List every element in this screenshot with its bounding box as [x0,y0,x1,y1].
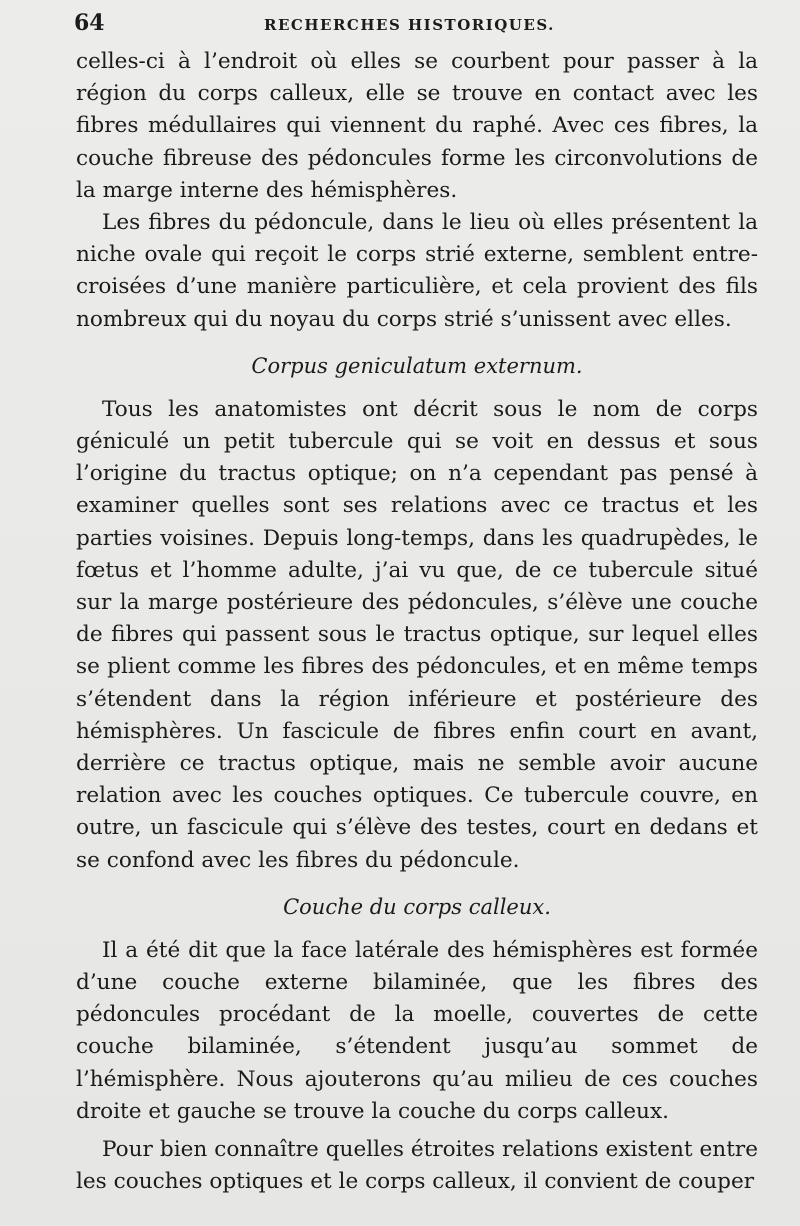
paragraph-4: Il a été dit que la face latérale des hémisphères est formée d’une couche externe bilaminée, que les fibres des pédoncules procédant de la moelle, couvertes de cette couche bilaminée, s’étendent jusqu’au sommet de l’hémisphère. Nous ajouterons qu’au milieu de ces couches droite et gauche se trouve la couche du corps calleux. [76,937,758,1124]
running-head [76,10,758,40]
paragraph-3: Tous les anatomistes ont décrit sous le nom de corps géniculé un petit tubercule qui se voit en dessus et sous l’origine du tractus optique; on n’a cependant pas pensé à examiner quelles sont ses relations avec ce tractus et les parties voisines. Depuis long-temps, dans les quadrupèdes, le fœtus et l’homme adulte, j’ai vu que, de ce tubercule situé sur la marge postérieure des pédoncules, s’élève une couche de fibres qui passent sous le tractus optique, sur lequel elles se plient comme les fibres des pédoncules, et en même temps s’étendent dans la région inférieure et postérieure des hémisphères. Un fascicule de fibres enfin court en avant, derrière ce tractus optique, mais ne semble avoir aucune relation avec les couches optiques. Ce tubercule couvre, en outre, un fascicule qui s’élève des testes, court en dedans et se confond avec les fibres du pédoncule. [76,396,758,873]
paragraph-1: celles-ci à l’endroit où elles se courbent pour passer à la région du corps calleux, elle se trouve en contact avec les fibres médullaires qui viennent du raphé. Avec ces fibres, la couche fibreuse des pédoncules forme les circonvolutions de la marge interne des hémisphères. [76,49,758,203]
paragraph-5: Pour bien connaître quelles étroites relations existent entre les couches optiques et le corps calleux, il convient de couper [76,1137,758,1195]
paragraph-2: Les fibres du pédoncule, dans le lieu où elles présentent la niche ovale qui reçoit le corps strié externe, semblent entre-croisées d’une manière particulière, et cela provient des fils nombreux qui du noyau du corps strié s’unissent avec elles. [76,210,758,332]
running-title: RECHERCHES HISTORIQUES. [264,16,555,34]
section-heading-couche-corps-calleux: Couche du corps calleux. [283,894,551,919]
page-number: 64 [74,10,105,36]
section-heading-corpus-geniculatum: Corpus geniculatum externum. [251,353,583,378]
